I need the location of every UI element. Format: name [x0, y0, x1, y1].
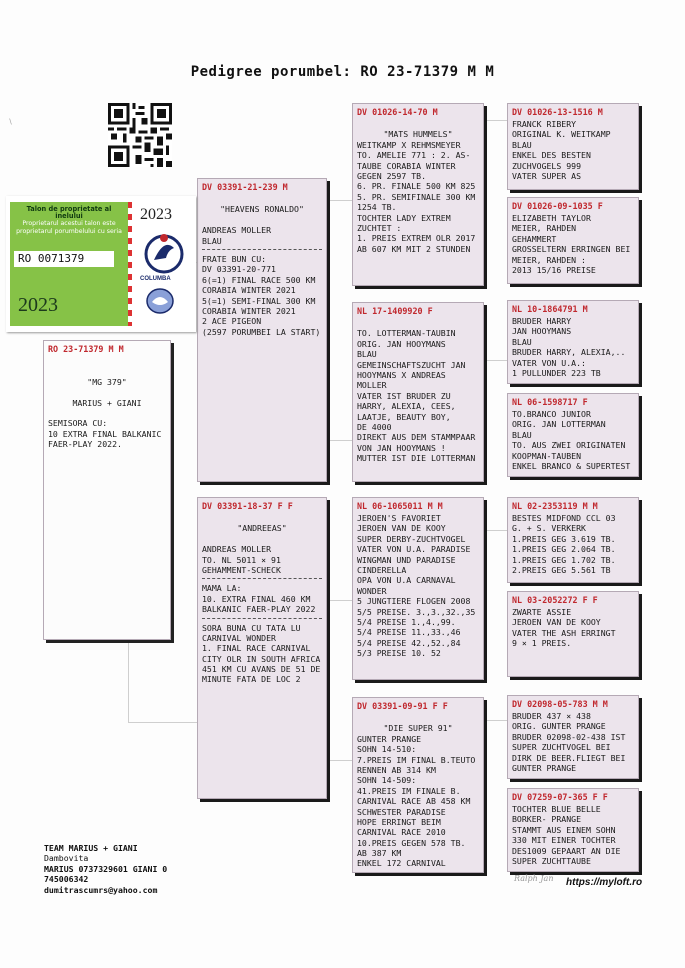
card-text-line: CORABIA WINTER 2021: [202, 285, 296, 296]
card-text-line: JEROEN VAN DE KOOY: [512, 617, 601, 628]
card-text-line: 10.PREIS GEGEN 578 TB.: [357, 837, 466, 848]
card-text-line: BLAU: [357, 349, 377, 360]
scan-mark: ∖: [8, 118, 13, 126]
card-text-line: DV 03391-20-771: [202, 264, 276, 275]
card-text-line: SOHN 14-510:: [357, 744, 417, 755]
card-text-line: STAMMT AUS EINEM SOHN: [512, 824, 616, 835]
card-text-line: TOCHTER LADY EXTREM: [357, 212, 451, 223]
card-text-line: WONDER: [357, 585, 387, 596]
card-text-line: OPA VON U.A CARNAVAL: [357, 575, 456, 586]
card-text-line: MUTTER IST DIE LOTTERMAN: [357, 453, 476, 464]
talon-title: Talon de proprietate al inelului: [26, 205, 112, 221]
card-text-line: ELIZABETH TAYLOR: [512, 213, 591, 223]
card-text-line: 330 MIT EINER TOCHTER: [512, 835, 616, 846]
card-text-line: GEHAMMENT-SCHECK: [202, 564, 281, 575]
ring-number: NL 03-2052272 F F: [512, 595, 598, 605]
card-text-line: GROSSELTERN ERRINGEN BEI: [512, 244, 631, 255]
card-text-line: 1.PREIS GEG 3.619 TB.: [512, 533, 616, 544]
card-text-line: 1.PREIS GEG 1.702 TB.: [512, 554, 616, 565]
card-text-line: VATER VON U.A.:: [512, 357, 586, 368]
card-text-line: 10. EXTRA FINAL 460 KM: [202, 593, 311, 604]
card-text-line: [48, 387, 166, 397]
card-text-line: GUNTER PRANGE: [512, 762, 577, 773]
card-text-line: 1 PULLUNDER 223 TB: [512, 367, 601, 378]
card-text-line: ZUCHTET :: [357, 222, 402, 233]
pedigree-card-dam[interactable]: [197, 497, 327, 799]
card-text-line: DIRK DE BEER.FLIEGT BEI: [512, 752, 626, 763]
card-text-line: SOHN 14-509:: [357, 775, 417, 786]
card-text-line: TO. LOTTERMAN-TAUBIN: [357, 328, 456, 339]
ring-number: DV 01026-09-1035 F: [512, 201, 603, 211]
team-name: TEAM MARIUS + GIANI: [44, 843, 138, 853]
card-text-line: LAATJE, BEAUTY BOY,: [357, 411, 451, 422]
card-text-line: [357, 713, 479, 723]
card-text-line: 1254 TB.: [357, 202, 397, 213]
card-text-line: ENKEL BRANCO & SUPERTEST: [512, 460, 631, 471]
card-text-line: [202, 215, 322, 225]
card-text-line: VATER VON U.A. PARADISE: [357, 544, 471, 555]
card-text-line: CITY OLR IN SOUTH AFRICA: [202, 653, 321, 664]
card-text-line: VON JAN HOOYMANS !: [357, 442, 446, 453]
qr-code-icon: [108, 103, 172, 167]
connector-line: [328, 760, 352, 761]
card-text-line: TO. AUS ZWEI ORIGINATEN: [512, 440, 626, 451]
card-text-line: MEIER, RAHDEN :: [512, 254, 586, 265]
card-text-line: SCHWESTER PARADISE: [357, 806, 446, 817]
phone-line-1: MARIUS 0737329601 GIANI 0: [44, 863, 168, 874]
website-link[interactable]: https://myloft.ro: [566, 877, 643, 888]
pedigree-card-dam-sire-sire[interactable]: [507, 497, 639, 583]
owner-contact: [44, 843, 167, 895]
card-text-line: 10 EXTRA FINAL BALKANIC: [48, 428, 162, 439]
card-text-line: BORKER- PRANGE: [512, 814, 582, 825]
connector-line: [484, 360, 508, 361]
pedigree-card-main[interactable]: [43, 340, 171, 640]
card-text-line: ORIGINAL K. WEITKAMP: [512, 129, 611, 140]
connector-line: [484, 120, 508, 121]
card-text-line: TO. AMELIE 771 : 2. AS-: [357, 150, 471, 161]
card-text-line: WINGMAN UND PARADISE: [357, 554, 456, 565]
signature: Ralph Jan: [514, 874, 554, 883]
card-text-line: WEITKAMP X REHMSMEYER: [357, 139, 461, 150]
connector-line: [484, 530, 508, 531]
pedigree-card-sire-sire[interactable]: [352, 103, 484, 286]
pedigree-card-dam-sire[interactable]: [352, 497, 484, 680]
card-text-line: BLAU: [202, 235, 222, 246]
connector-line: [484, 720, 508, 721]
card-text-line: HARRY, ALEXIA, CEES,: [357, 401, 456, 412]
card-text-line: BRUDER HARRY, ALEXIA,..: [512, 347, 626, 358]
card-separator: [202, 618, 322, 619]
card-text-line: "ANDREEAS": [237, 523, 287, 534]
card-text-line: VATER THE ASH ERRINGT: [512, 627, 616, 638]
ring-number: NL 06-1065011 M M: [357, 501, 443, 511]
card-text-line: AB 607 KM MIT 2 STUNDEN: [357, 243, 471, 254]
card-text-line: 451 KM CU AVANS DE 51 DE: [202, 664, 321, 675]
pedigree-card-dam-dam[interactable]: [352, 697, 484, 873]
ring-ownership-talon: [6, 196, 196, 332]
page-title: Pedigree porumbel: RO 23-71379 M M: [190, 64, 495, 80]
card-text-line: MOLLER: [357, 380, 387, 391]
card-text-line: HOOYMANS X ANDREAS: [357, 369, 446, 380]
email[interactable]: dumitrascumrs@yahoo.com: [44, 884, 158, 895]
pedigree-card-dam-dam-sire[interactable]: [507, 695, 639, 779]
card-text-line: CARNIVAL RACE AB 458 KM: [357, 796, 471, 807]
pedigree-card-sire-dam[interactable]: [352, 302, 484, 482]
pedigree-card-sire-sire-sire[interactable]: [507, 103, 639, 190]
card-text-line: BLAU: [512, 336, 532, 347]
pedigree-card-dam-dam-dam[interactable]: [507, 788, 639, 872]
card-text-line: ZUCHVOGELS 999: [512, 160, 582, 171]
ring-number: DV 03391-21-239 M: [202, 182, 288, 192]
card-text-line: [357, 119, 479, 129]
ring-number: DV 03391-09-91 F F: [357, 701, 448, 711]
talon-ring-number: RO 0071379: [14, 251, 114, 267]
card-text-line: GEHAMMERT: [512, 233, 557, 244]
card-text-line: 41.PREIS IM FINALE B.: [357, 785, 461, 796]
ring-number: NL 02-2353119 M M: [512, 501, 598, 511]
card-text-line: BRUDER 437 × 438: [512, 711, 591, 721]
card-text-line: DIREKT AUS DEM STAMMPAAR: [357, 432, 476, 443]
talon-text: Proprietarul acestui talon este proprietarul porumbelului cu seria: [16, 220, 122, 235]
card-text-line: TAUBE CORABIA WINTER: [357, 160, 456, 171]
card-text-line: DES1009 GEPAART AN DIE: [512, 845, 621, 856]
card-text-line: AB 387 KM: [357, 848, 402, 859]
card-text-line: MAMA LA:: [202, 583, 242, 594]
connector-line: [328, 440, 352, 441]
card-text-line: "MG 379": [87, 376, 127, 387]
card-text-line: 5/4 PREISE 1.,4.,99.: [357, 616, 456, 627]
ring-number: DV 07259-07-365 F F: [512, 792, 608, 802]
card-text-line: ORIG. JAN LOTTERMAN: [512, 419, 606, 430]
ring-number: DV 03391-18-37 F F: [202, 501, 293, 511]
card-separator: [202, 578, 322, 579]
card-text-line: 6(=1) FINAL RACE 500 KM: [202, 274, 316, 285]
ring-number: DV 01026-13-1516 M: [512, 107, 603, 117]
card-text-line: BLAU: [512, 139, 532, 150]
connector-line: [128, 640, 199, 723]
card-text-line: ENKEL DES BESTEN: [512, 150, 591, 161]
card-text-line: HOPE ERRINGT BEIM: [357, 816, 441, 827]
card-text-line: JEROEN'S FAVORIET: [357, 513, 441, 523]
card-text-line: GEMEINSCHAFTSZUCHT JAN: [357, 359, 466, 370]
card-text-line: 5/4 PREISE 11.,33.,46: [357, 627, 461, 638]
card-text-line: ZWARTE ASSIE: [512, 607, 572, 617]
card-text-line: ANDREAS MOLLER: [202, 544, 272, 555]
card-text-line: 1.PREIS GEG 2.064 TB.: [512, 544, 616, 555]
card-text-line: 5/5 PREISE. 3.,3.,32.,35: [357, 606, 476, 617]
card-text-line: JEROEN VAN DE KOOY: [357, 523, 446, 534]
card-text-line: ENKEL 172 CARNIVAL: [357, 858, 446, 869]
card-text-line: BRUDER 02098-02-438 IST: [512, 731, 626, 742]
card-text-line: [357, 318, 479, 328]
card-text-line: ORIG. GUNTER PRANGE: [512, 721, 606, 732]
card-text-line: G. + S. VERKERK: [512, 523, 586, 534]
card-separator: [202, 249, 322, 250]
card-text-line: [48, 356, 166, 366]
card-text-line: VATER IST BRUDER ZU: [357, 390, 451, 401]
card-text-line: TOCHTER BLUE BELLE: [512, 804, 601, 814]
talon-stripe: [128, 202, 132, 326]
card-text-line: CARNIVAL RACE 2010: [357, 827, 446, 838]
card-text-line: 2 ACE PIGEON: [202, 316, 262, 327]
card-text-line: MARIUS + GIANI: [72, 397, 142, 408]
card-text-line: CARNIVAL WONDER: [202, 632, 276, 643]
card-text-line: [202, 194, 322, 204]
card-text-line: SUPER ZUCHTVOGEL BEI: [512, 742, 611, 753]
county: Dambovita: [44, 853, 89, 864]
card-text-line: FRATE BUN CU:: [202, 253, 267, 264]
card-text-line: 5/4 PREISE 42.,52.,84: [357, 637, 461, 648]
card-text-line: 7.PREIS IM FINAL B.TEUTO: [357, 754, 476, 765]
card-text-line: BALKANIC FAER-PLAY 2022: [202, 604, 316, 615]
card-text-line: GUNTER PRANGE: [357, 733, 422, 744]
connector-line: [328, 200, 352, 201]
talon-year-left: 2023: [18, 294, 58, 316]
pedigree-card-sire[interactable]: [197, 178, 327, 482]
pedigree-card-dam-sire-dam[interactable]: [507, 591, 639, 677]
card-text-line: "HEAVENS RONALDO": [220, 204, 304, 215]
card-text-line: RENNEN AB 314 KM: [357, 764, 436, 775]
phone-line-2: 745006342: [44, 874, 89, 885]
federation-badge-icon: [146, 288, 174, 314]
card-text-line: TO. NL 5011 × 91: [202, 554, 281, 565]
card-text-line: [48, 408, 166, 418]
connector-line: [328, 600, 352, 601]
card-text-line: 9 × 1 PREIS.: [512, 638, 572, 649]
card-text-line: 5/3 PREISE 10. 52: [357, 648, 441, 659]
card-text-line: 2.PREIS GEG 5.561 TB: [512, 564, 611, 575]
ring-number: DV 01026-14-70 M: [357, 107, 438, 117]
card-text-line: [48, 366, 166, 376]
card-text-line: "DIE SUPER 91": [383, 723, 453, 734]
card-text-line: 2013 15/16 PREISE: [512, 264, 596, 275]
card-text-line: TO.BRANCO JUNIOR: [512, 409, 591, 419]
card-text-line: CINDERELLA: [357, 564, 407, 575]
ring-number: RO 23-71379 M M: [48, 344, 124, 354]
card-text-line: "MATS HUMMELS": [383, 129, 453, 140]
card-text-line: DE 4000: [357, 421, 392, 432]
card-text-line: (2597 PORUMBEI LA START): [202, 326, 321, 337]
columba-logo-icon: [144, 232, 184, 276]
card-text-line: 5(=1) SEMI-FINAL 300 KM: [202, 295, 316, 306]
card-text-line: CORABIA WINTER 2021: [202, 305, 296, 316]
card-text-line: [202, 534, 322, 544]
card-text-line: SORA BUNA CU TATA LU: [202, 622, 301, 633]
pedigree-card-sire-dam-dam[interactable]: [507, 393, 639, 477]
card-text-line: KOOPMAN-TAUBEN: [512, 450, 582, 461]
ring-number: NL 06-1598717 F: [512, 397, 588, 407]
card-text-line: SEMISORA CU:: [48, 418, 108, 429]
pedigree-card-sire-dam-sire[interactable]: [507, 300, 639, 384]
card-text-line: FRANCK RIBERY: [512, 119, 577, 129]
card-text-line: BESTES MIDFOND CCL 03: [512, 513, 616, 523]
card-text-line: SUPER DERBY-ZUCHTVOGEL: [357, 533, 466, 544]
card-text-line: FAER-PLAY 2022.: [48, 439, 122, 450]
talon-year-right: 2023: [140, 206, 172, 223]
card-text-line: MINUTE FATA DE LOC 2: [202, 674, 301, 685]
card-text-line: 5. PR. SEMIFINALE 300 KM: [357, 191, 476, 202]
card-text-line: 1. PREIS EXTREM OLR 2017: [357, 233, 476, 244]
card-text-line: BRUDER HARRY: [512, 316, 572, 326]
ring-number: NL 10-1864791 M: [512, 304, 588, 314]
card-text-line: BLAU: [512, 429, 532, 440]
card-text-line: 1. FINAL RACE CARNIVAL: [202, 643, 311, 654]
card-text-line: ORIG. JAN HOOYMANS: [357, 338, 446, 349]
pedigree-card-sire-sire-dam[interactable]: [507, 197, 639, 284]
ring-number: DV 02098-05-783 M M: [512, 699, 608, 709]
card-text-line: [202, 513, 322, 523]
card-text-line: JAN HOOYMANS: [512, 326, 572, 337]
card-text-line: SUPER ZUCHTTAUBE: [512, 855, 591, 866]
ring-number: NL 17-1409920 F: [357, 306, 433, 316]
card-text-line: VATER SUPER AS: [512, 170, 582, 181]
card-text-line: GEGEN 2597 TB.: [357, 170, 427, 181]
talon-logo-text: COLUMBA: [140, 276, 171, 282]
card-text-line: ANDREAS MOLLER: [202, 225, 272, 236]
card-text-line: MEIER, RAHDEN: [512, 223, 577, 234]
card-text-line: 6. PR. FINALE 500 KM 825: [357, 181, 476, 192]
card-text-line: 5 JUNGTIERE FLOGEN 2008: [357, 596, 471, 607]
